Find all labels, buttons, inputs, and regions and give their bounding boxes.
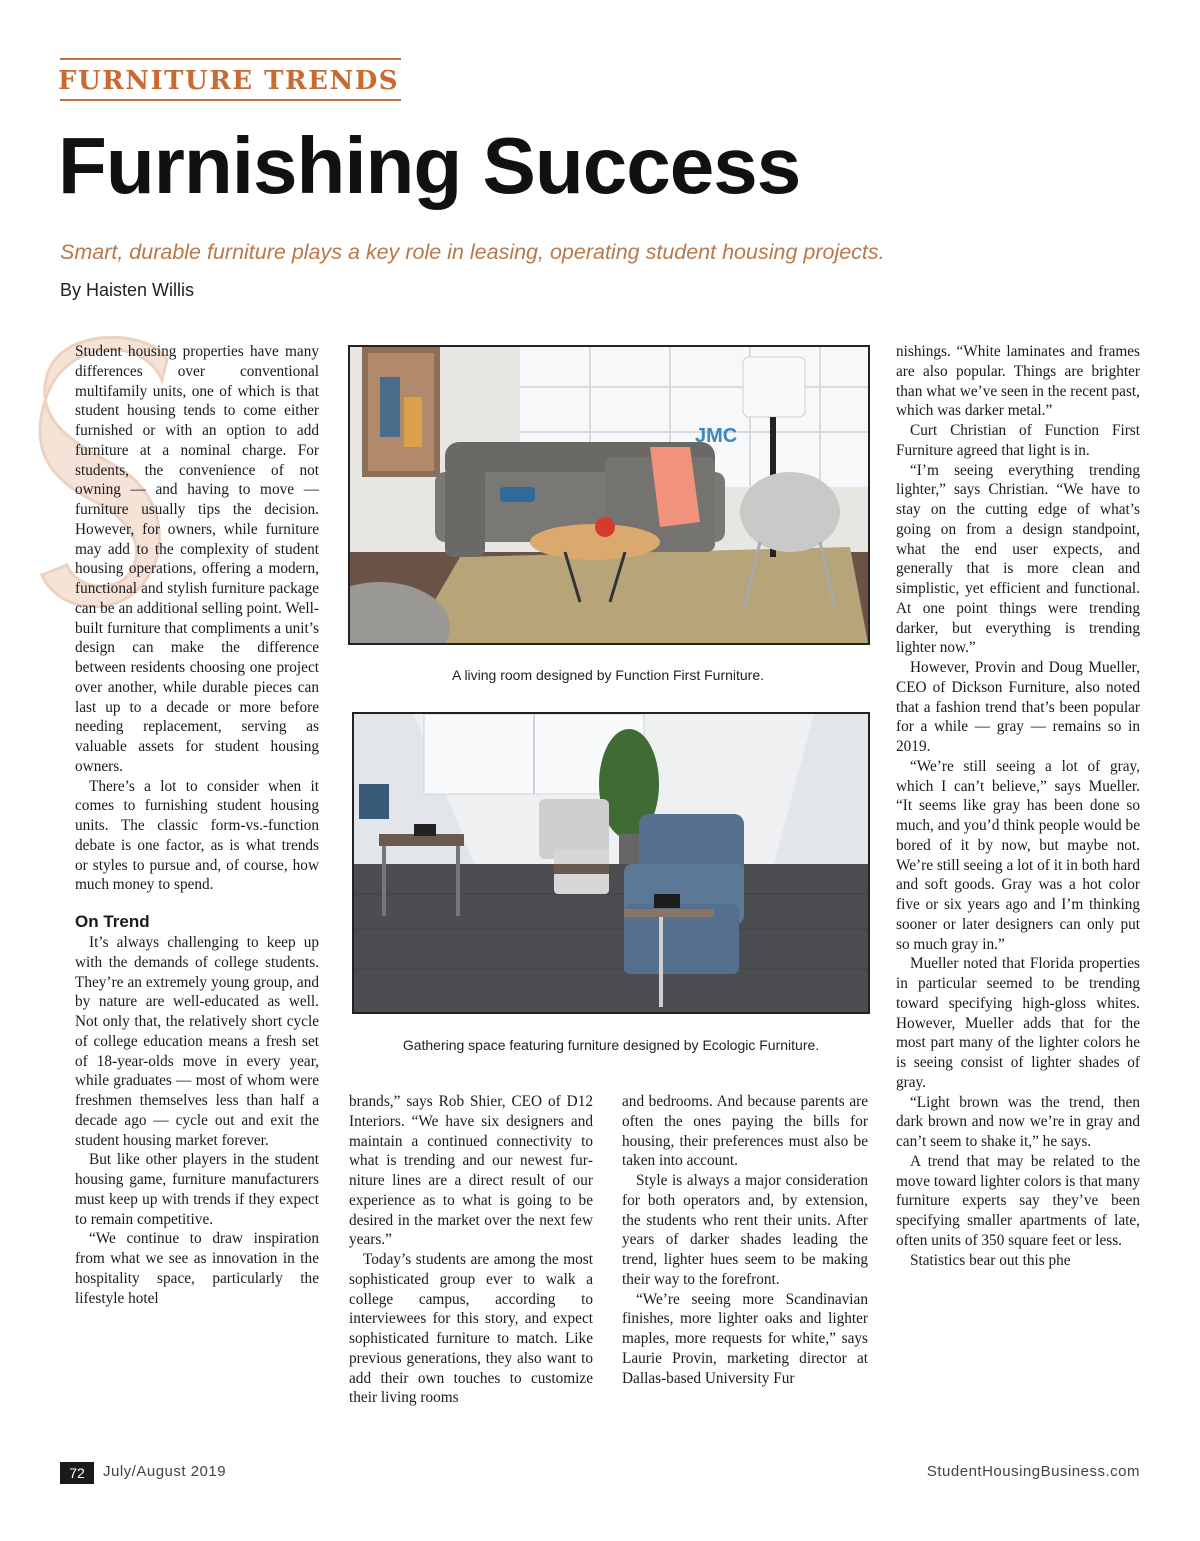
paragraph: “We’re seeing more Scandinavian finishes, more lighter oaks and lighter maples, more requests for white,” says Laurie Provin, marketing director at Dallas-based University Fur bbox=[622, 1290, 868, 1387]
paragraph: nishings. “White laminates and frames are also popular. Things are brighter than what we’ve seen in the recent past, which was darker metal.” bbox=[896, 343, 1140, 420]
paragraph: “We continue to draw inspiration from what we see as innovation in the hospitality space, particularly the lifestyle hotel bbox=[75, 1230, 319, 1307]
jmc-logo-text: JMC bbox=[695, 425, 738, 447]
section-rule-top bbox=[60, 58, 401, 60]
paragraph: It’s always challenging to keep up with the demands of college students. They’re an extremely young group, and by nature are well-educated as well. Not only that, the relatively short cycle of college education means a fresh set of 18-year-olds move in every year, while graduates — most of whom were freshmen themselves less than half a decade ago — cycle out and exit the student housing market forever. bbox=[75, 934, 319, 1149]
publication-site: StudentHousingBusiness.com bbox=[926, 1463, 1140, 1480]
section-rule-bottom bbox=[60, 99, 401, 101]
page-number: 72 bbox=[60, 1462, 94, 1484]
paragraph: “We’re still seeing a lot of gray, which I can’t believe,” says Mueller. “It seems like gray has been done so much, and you’d think people would be bored of it by now, but maybe not. We’re still seeing a lot of it in both hard and soft goods. Gray was a hot color five or six years ago and I’m thinking sooner or later designers can only put so much gray in.” bbox=[896, 757, 1140, 953]
paragraph: and bedrooms. And because parents are often the ones paying the bills for housing, their preferences must also be taken into account. bbox=[622, 1093, 868, 1170]
paragraph: Statistics bear out this phe bbox=[910, 1251, 1071, 1269]
paragraph: Student housing properties have many differences over conventional multifamily units, one of which is that student housing tends to come either furnished or with an option to add furniture at a nominal charge. For students, the convenience of not owning — and having to move — furniture usually tips the decision. However, for owners, while furniture may add to the complexity of student housing operations, offering a modern, functional and stylish furniture package can be an additional selling point. Well-built furniture that compliments a unit’s design can make the difference between residents choosing one project over another, while durable pieces can last up to a decade or more before needing replacement, serving as valuable assets for student housing owners. bbox=[75, 343, 319, 775]
subheading-on-trend: On Trend bbox=[75, 912, 150, 931]
paragraph: brands,” says Rob Shier, CEO of D12 Interiors. “We have six designers and maintain a continued connectivity to what is trending and our newest furniture lines are a direct result of our experience as to what is going to be desired in the market over the next few years.” bbox=[349, 1093, 593, 1249]
paragraph: Style is always a major consideration for both operators and, by extension, the students who rent their units. After years of darker shades leading the trend, lighter hues seem to be making their way to the forefront. bbox=[622, 1172, 868, 1288]
column-2 bbox=[349, 1092, 593, 1408]
byline: By Haisten Willis bbox=[60, 280, 195, 300]
column-3 bbox=[622, 1092, 868, 1388]
column-1 bbox=[75, 342, 319, 1308]
paragraph: Curt Christian of Function First Furniture agreed that light is in. bbox=[896, 422, 1140, 459]
caption-gathering-space: Gathering space featuring furniture designed by Ecologic Furniture. bbox=[402, 1037, 820, 1053]
paragraph: However, Provin and Doug Mueller, CEO of Dickson Furniture, also noted that a fashion trend that’s been popular for a while — gray — remains so in 2019. bbox=[896, 659, 1140, 755]
photo-gathering-space bbox=[352, 712, 870, 1014]
issue-date: July/August 2019 bbox=[103, 1463, 227, 1480]
article-title: Furnishing Success bbox=[58, 121, 801, 210]
photo-living-room bbox=[348, 345, 870, 645]
paragraph: “I’m seeing everything trending lighter,” says Christian. “We have to stay on the cutting edge of what’s going on from a design standpoint, what the end user expects, and generally that is more clean and simplistic, yet efficient and functional. At one point things were trending darker, but everything is trending lighter now.” bbox=[896, 461, 1140, 657]
paragraph: There’s a lot to consider when it comes to furnishing student housing units. The classic form-vs.-function debate is one factor, as is what trends or styles to pursue and, of course, how much money to spend. bbox=[75, 777, 319, 894]
paragraph: “Light brown was the trend, then dark brown and now we’re in gray and can’t seem to shake it,” he says. bbox=[896, 1093, 1140, 1150]
paragraph: But like other players in the student housing game, furniture manufacturers must keep up with trends if they expect to remain competitive. bbox=[75, 1151, 319, 1228]
caption-living-room: A living room designed by Function First Furniture. bbox=[451, 667, 765, 683]
paragraph: Mueller noted that Florida properties in particular seemed to be trending toward specifying high-gloss whites. However, Mueller adds that for the most part many of the lighter colors he is seeing consist of lighter shades of gray. bbox=[896, 955, 1140, 1091]
paragraph: Today’s students are among the most sophisticated group ever to walk a college campus, according to interviewees for this story, and expect sophisticated furniture to match. Like previous generations, they also want to add their own touches to customize their living rooms bbox=[349, 1251, 593, 1407]
article-subtitle: Smart, durable furniture plays a key role in leasing, operating student housing projects. bbox=[60, 240, 885, 264]
section-label: FURNITURE TRENDS bbox=[58, 66, 400, 96]
paragraph: A trend that may be related to the move toward lighter colors is that many furniture experts say they’ve been specifying smaller apartments of late, often units of 350 square feet or less. bbox=[896, 1152, 1140, 1249]
column-4 bbox=[896, 342, 1140, 1270]
